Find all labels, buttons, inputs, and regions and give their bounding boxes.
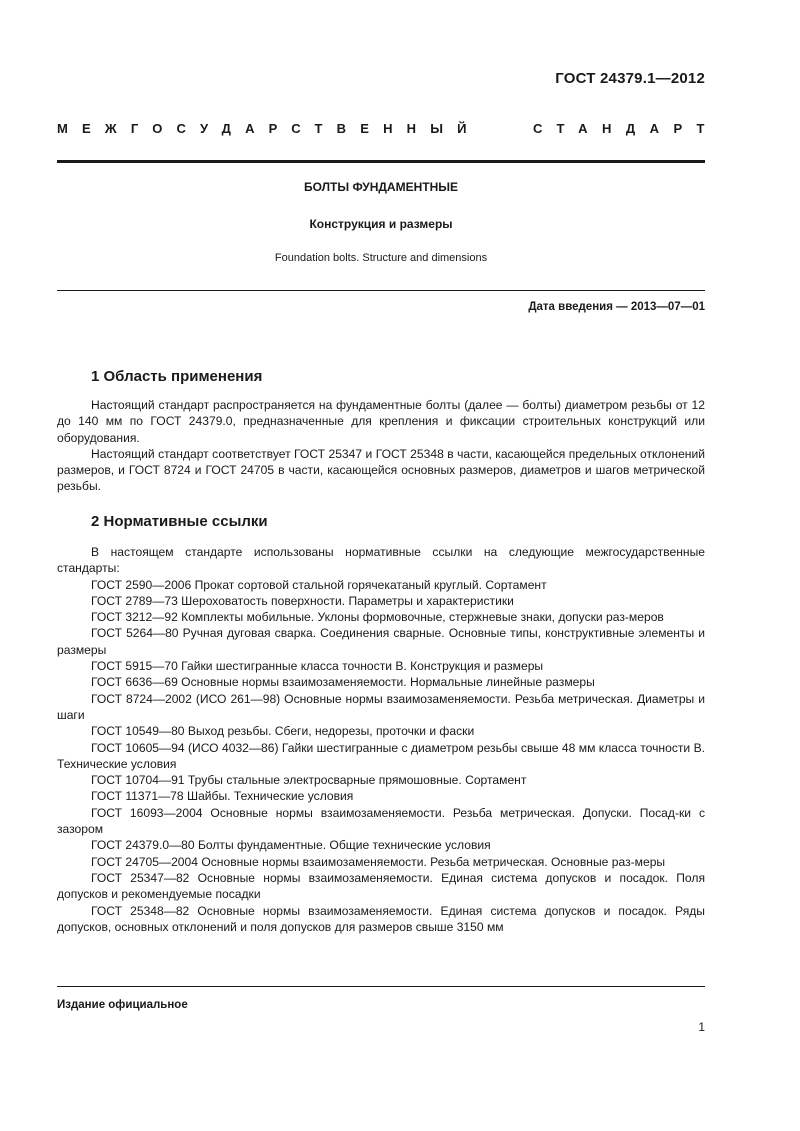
edition-label: Издание официальное	[57, 999, 188, 1011]
standard-type-word2: СТАНДАРТ	[532, 121, 719, 136]
section-body-references	[57, 544, 705, 935]
footer-divider	[57, 986, 705, 987]
reference-item: ГОСТ 10605—94 (ИСО 4032—86) Гайки шестигранные с диаметром резьбы свыше 48 мм класса точности В. Технические условия	[57, 740, 705, 771]
reference-item: ГОСТ 6636—69 Основные нормы взаимозаменяемости. Нормальные линейные размеры	[91, 675, 595, 690]
paragraph: Настоящий стандарт соответствует ГОСТ 25347 и ГОСТ 25348 в части, касающейся предельных отклонений размеров, и ГОСТ 8724 и ГОСТ 24705 в части, касающейся основных размеров, диаметров и шагов метрической резьбы.	[57, 446, 705, 494]
document-code: ГОСТ 24379.1—2012	[555, 70, 705, 87]
document-title: БОЛТЫ ФУНДАМЕНТНЫЕ	[303, 180, 459, 194]
reference-item: ГОСТ 24705—2004 Основные нормы взаимозаменяемости. Резьба метрическая. Основные раз-меры	[91, 854, 666, 869]
reference-item: ГОСТ 10704—91 Трубы стальные электросварные прямошовные. Сортамент	[91, 773, 527, 788]
reference-item: ГОСТ 10549—80 Выход резьбы. Сбеги, недорезы, проточки и фаски	[91, 724, 475, 739]
reference-item: ГОСТ 8724—2002 (ИСО 261—98) Основные нормы взаимозаменяемости. Резьба метрическая. Диаметры и шаги	[57, 691, 705, 722]
reference-item: ГОСТ 16093—2004 Основные нормы взаимозаменяемости. Резьба метрическая. Допуски. Посад-ки с зазором	[57, 805, 705, 837]
reference-item: ГОСТ 2789—73 Шероховатость поверхности. Параметры и характеристики	[91, 593, 514, 608]
page-number: 1	[698, 1020, 705, 1034]
reference-item: ГОСТ 5264—80 Ручная дуговая сварка. Соединения сварные. Основные типы, конструктивные элементы и размеры	[57, 626, 705, 657]
section-heading-references: 2 Нормативные ссылки	[91, 513, 268, 530]
document-subtitle: Конструкция и размеры	[309, 217, 453, 231]
document-page	[57, 0, 719, 1131]
reference-item: ГОСТ 25347—82 Основные нормы взаимозаменяемости. Единая система допусков и посадок. Поля допусков и рекомендуемые посадки	[57, 870, 705, 902]
reference-item: ГОСТ 25348—82 Основные нормы взаимозаменяемости. Единая система допусков и посадок. Ряды допусков, основных отклонений и поля допусков для размеров свыше 3150 мм	[57, 903, 705, 934]
intro-date: Дата введения — 2013—07—01	[528, 301, 705, 313]
reference-item: ГОСТ 11371—78 Шайбы. Технические условия	[91, 789, 354, 804]
title-divider	[57, 290, 705, 291]
section-heading-scope: 1 Область применения	[91, 368, 263, 385]
reference-item: ГОСТ 2590—2006 Прокат сортовой стальной горячекатаный круглый. Сортамент	[91, 577, 547, 592]
reference-item: ГОСТ 3212—92 Комплекты мобильные. Уклоны формовочные, стержневые знаки, допуски раз-меров	[91, 610, 664, 625]
reference-item: ГОСТ 24379.0—80 Болты фундаментные. Общие технические условия	[91, 838, 491, 853]
standard-type	[57, 121, 719, 136]
standard-type-word1: МЕЖГОСУДАРСТВЕННЫЙ	[57, 121, 481, 136]
reference-item: ГОСТ 5915—70 Гайки шестигранные класса точности В. Конструкция и размеры	[91, 659, 544, 674]
section-body-scope	[57, 397, 705, 495]
header-divider	[57, 160, 705, 163]
paragraph: Настоящий стандарт распространяется на фундаментные болты (далее — болты) диаметром резьбы от 12 до 140 мм по ГОСТ 24379.0, предназначенные для крепления и фиксации строительных конструкций или оборудования.	[57, 398, 705, 445]
english-title: Foundation bolts. Structure and dimensions	[274, 252, 488, 264]
paragraph: В настоящем стандарте использованы нормативные ссылки на следующие межгосударственные стандарты:	[57, 545, 705, 576]
